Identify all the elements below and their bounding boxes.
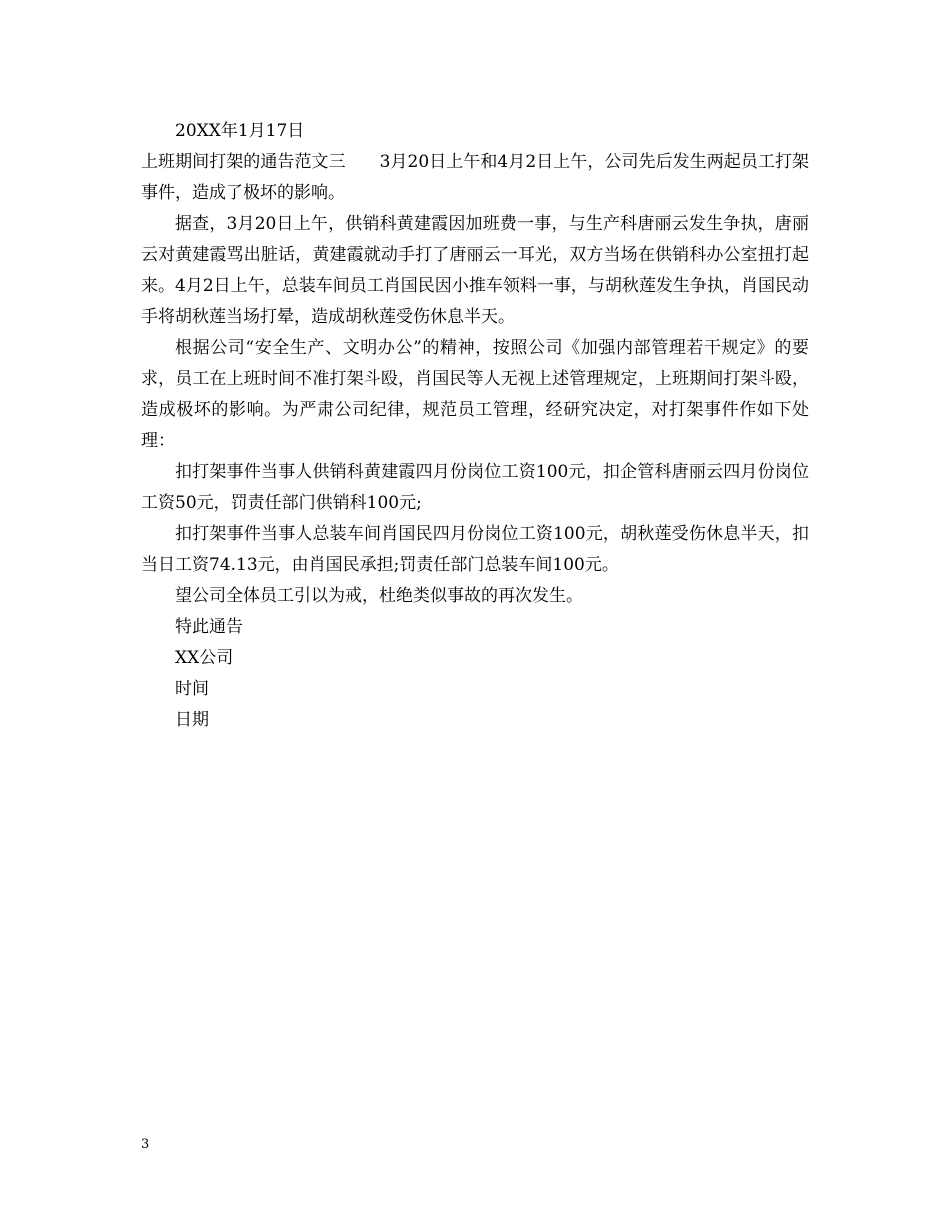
title-paragraph (141, 147, 809, 209)
notice-title: 上班期间打架的通告范文三 (141, 152, 346, 172)
penalty-paragraph-2: 扣打架事件当事人总装车间肖国民四月份岗位工资100元，胡秋莲受伤休息半天，扣当日工资74.13元，由肖国民承担;罚责任部门总装车间100元。 (141, 524, 809, 575)
signature-company: XX公司 (175, 648, 234, 668)
closing-line: 特此通告 (175, 617, 243, 637)
page-number: 3 (141, 1137, 150, 1152)
signature-time: 时间 (175, 679, 209, 699)
signature-date: 日期 (175, 710, 209, 730)
intro-paragraph: 3月20日上午和4月2日上午，公司先后发生两起员工打架事件，造成了极坏的影响。 (141, 152, 809, 203)
warning-paragraph: 望公司全体员工引以为戒，杜绝类似事故的再次发生。 (175, 586, 583, 606)
penalty-paragraph-1: 扣打架事件当事人供销科黄建霞四月份岗位工资100元，扣企管科唐丽云四月份岗位工资50元，罚责任部门供销科100元; (141, 462, 809, 513)
date-line: 20XX年1月17日 (175, 121, 305, 141)
document-body (141, 116, 809, 736)
investigation-paragraph: 据查，3月20日上午，供销科黄建霞因加班费一事，与生产科唐丽云发生争执，唐丽云对黄建霞骂出脏话，黄建霞就动手打了唐丽云一耳光，双方当场在供销科办公室扭打起来。4月2日上午，总装车间员工肖国民因小推车领料一事，与胡秋莲发生争执，肖国民动手将胡秋莲当场打晕，造成胡秋莲受伤休息半天。 (141, 214, 809, 327)
decision-paragraph: 根据公司“安全生产、文明办公”的精神，按照公司《加强内部管理若干规定》的要求，员工在上班时间不准打架斗殴，肖国民等人无视上述管理规定，上班期间打架斗殴，造成极坏的影响。为严肃公司纪律，规范员工管理，经研究决定，对打架事件作如下处理： (141, 338, 809, 451)
